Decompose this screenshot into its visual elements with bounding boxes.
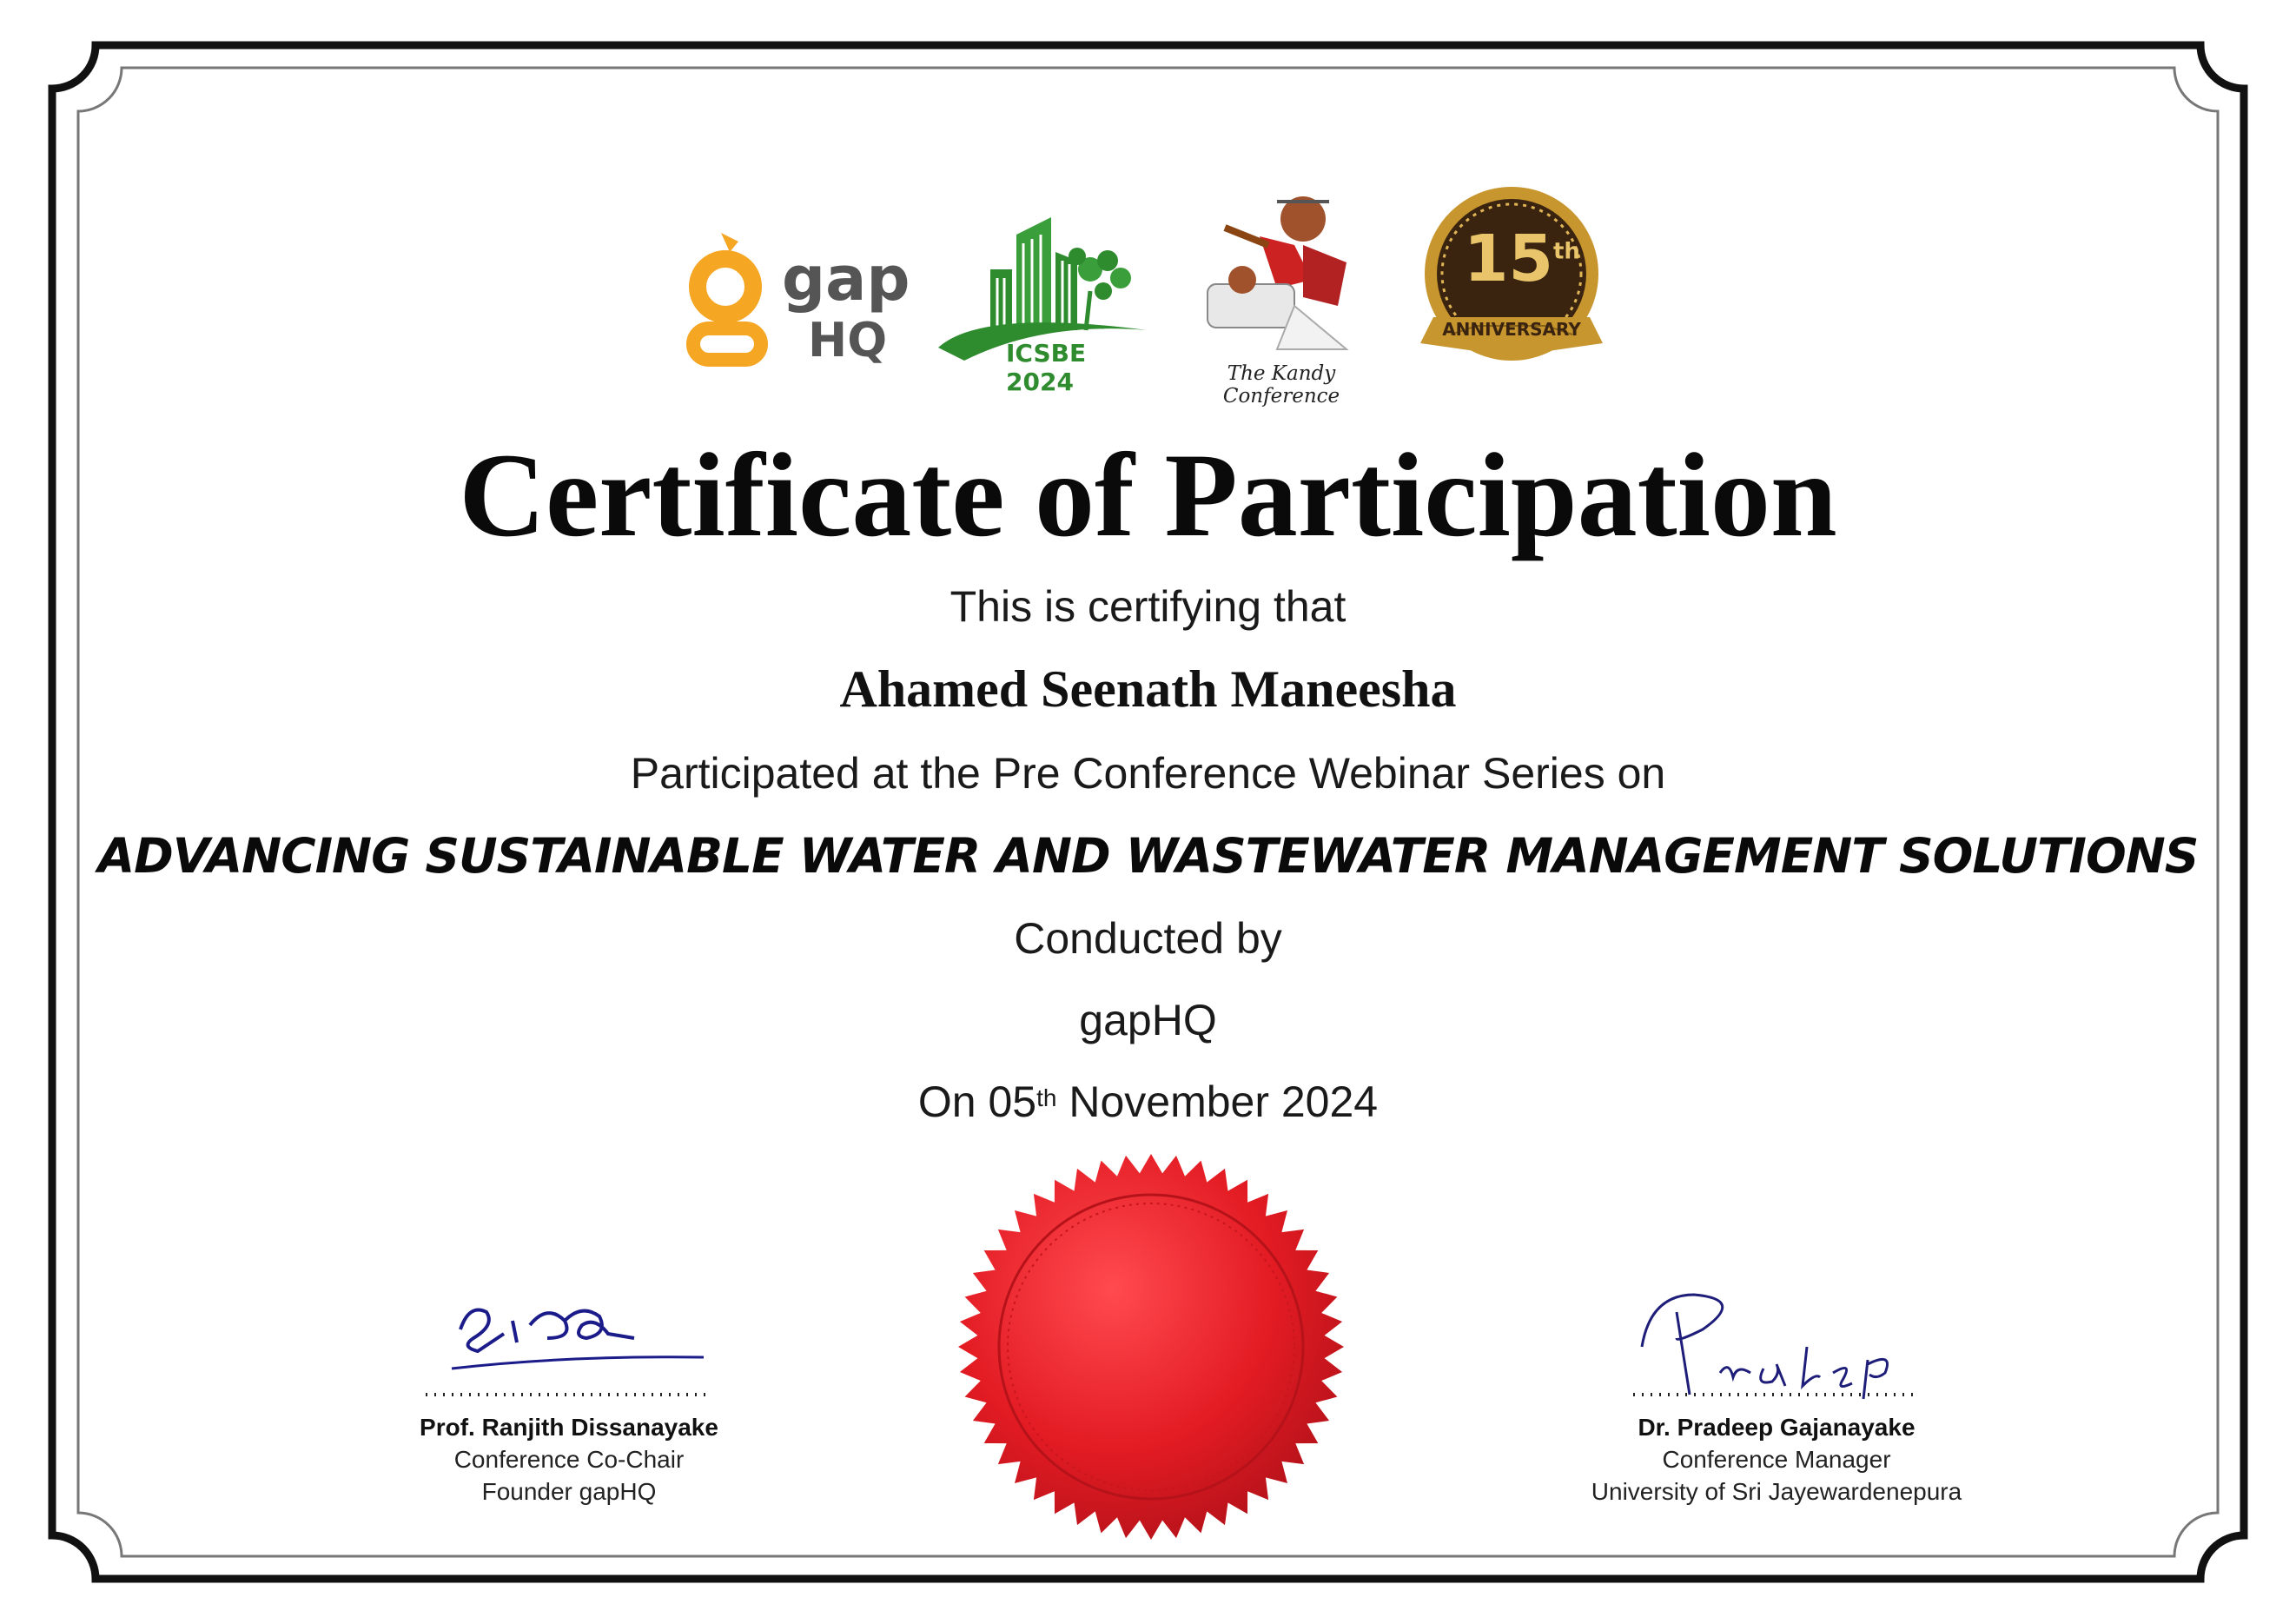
signature-line: [1629, 1382, 1924, 1408]
signatory-pradeep: [1516, 1382, 2037, 1508]
kandyan-dancer-icon: [1173, 184, 1390, 358]
date-prefix: On 05: [917, 1077, 1037, 1126]
signatory-name: Prof. Ranjith Dissanayake: [420, 1414, 718, 1441]
date-suffix: November 2024: [1056, 1077, 1379, 1126]
event-description: Participated at the Pre Conference Webinar Series on: [630, 749, 1666, 798]
gaphq-logo: [686, 226, 912, 382]
anniversary-badge: [1416, 187, 1607, 378]
event-date: [0, 1076, 2296, 1128]
signatory-role: Conference Co-Chair: [453, 1446, 685, 1473]
anniversary-number: 15th: [1464, 222, 1580, 296]
webinar-topic: ADVANCING SUSTAINABLE WATER AND WASTEWATER MANAGEMENT SOLUTIONS: [97, 828, 2199, 884]
signatory-affiliation: Founder gapHQ: [481, 1478, 657, 1505]
certificate-title: Certificate of Participation: [459, 428, 1837, 561]
organizer-name: gapHQ: [1079, 996, 1217, 1044]
kandy-caption: The Kandy Conference: [1222, 362, 1340, 408]
anniversary-label: ANNIVERSARY: [1442, 319, 1581, 340]
recipient-name: Ahamed Seenath Maneesha: [839, 660, 1457, 718]
signatory-role: Conference Manager: [1662, 1446, 1891, 1473]
icsbe-label: ICSBE 2024: [1006, 339, 1087, 396]
signatory-affiliation: University of Sri Jayewardenepura: [1591, 1478, 1962, 1505]
gaphq-g-icon: [686, 226, 773, 374]
signatory-name: Dr. Pradeep Gajanayake: [1638, 1414, 1916, 1441]
conducted-by-label: Conducted by: [1014, 914, 1282, 963]
signature-line: [421, 1382, 717, 1408]
gaphq-word-top: gap: [782, 243, 910, 315]
kandy-conference-logo: [1173, 184, 1390, 408]
icsbe-logo: [930, 209, 1155, 396]
gaphq-word-bottom: HQ: [808, 313, 888, 368]
date-ordinal: th: [1036, 1084, 1057, 1111]
intro-text: This is certifying that: [949, 582, 1347, 631]
signatory-ranjith: [308, 1382, 830, 1508]
signature-ranjith: [434, 1286, 721, 1382]
red-seal: [956, 1151, 1347, 1542]
